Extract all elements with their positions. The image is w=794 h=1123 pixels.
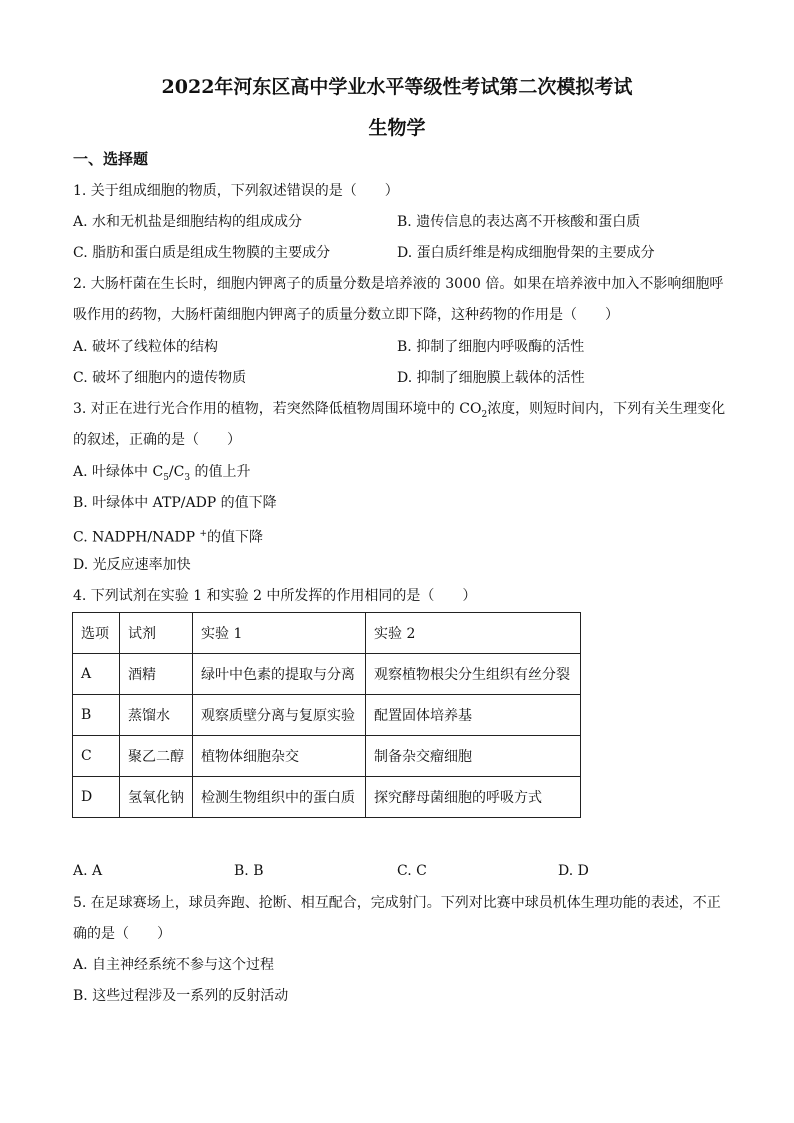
table-cell: 配置固体培养基 [366, 695, 581, 736]
table-header-cell: 实验 2 [366, 613, 581, 654]
table-cell: 植物体细胞杂交 [193, 736, 366, 777]
table-cell: 制备杂交瘤细胞 [366, 736, 581, 777]
table-cell: 观察质壁分离与复原实验 [193, 695, 366, 736]
q3-option-a: A. 叶绿体中 $C_5/C_3$ 的值上升 [73, 464, 251, 483]
q5-stem-line2: 确的是（ ） [73, 926, 171, 942]
table-row [73, 654, 581, 695]
table-cell: D [73, 777, 120, 818]
exam-title: 2022年河东区高中学业水平等级性考试第二次模拟考试 [161, 76, 633, 98]
q4-option-d: D. D [558, 863, 589, 879]
table-cell: 检测生物组织中的蛋白质 [193, 777, 366, 818]
q2-option-d: D. 抑制了细胞膜上载体的活性 [397, 370, 585, 386]
subject-title: 生物学 [368, 117, 426, 139]
q2-stem-line2: 吸作用的药物，大肠杆菌细胞内钾离子的质量分数立即下降，这种药物的作用是（ ） [73, 307, 619, 323]
table-cell: 绿叶中色素的提取与分离 [193, 654, 366, 695]
q2-option-a: A. 破坏了线粒体的结构 [73, 339, 219, 355]
table-row [73, 736, 581, 777]
q1-option-a: A. 水和无机盐是细胞结构的组成成分 [73, 214, 303, 230]
table-cell: 聚乙二醇 [120, 736, 193, 777]
section-heading: 一、选择题 [73, 150, 149, 168]
table-row [73, 777, 581, 818]
q1-option-b: B. 遗传信息的表达离不开核酸和蛋白质 [397, 214, 641, 230]
q2-option-b: B. 抑制了细胞内呼吸酶的活性 [397, 339, 585, 355]
q3-option-c: C. NADPH/NADP +的值下降 [73, 529, 264, 546]
table-cell: 酒精 [120, 654, 193, 695]
table-cell: 探究酵母菌细胞的呼吸方式 [366, 777, 581, 818]
table-header-cell: 选项 [73, 613, 120, 654]
q3-option-b: B. 叶绿体中 ATP/ADP 的值下降 [73, 495, 277, 511]
table-cell: 观察植物根尖分生组织有丝分裂 [366, 654, 581, 695]
table-cell: A [73, 654, 120, 695]
table-cell: B [73, 695, 120, 736]
q5-option-a: A. 自主神经系统不参与这个过程 [73, 957, 275, 973]
q1-option-d: D. 蛋白质纤维是构成细胞骨架的主要成分 [397, 245, 655, 261]
q3-option-d: D. 光反应速率加快 [73, 557, 191, 573]
q2-option-c: C. 破坏了细胞内的遗传物质 [73, 370, 247, 386]
q5-stem-line1: 5. 在足球赛场上，球员奔跑、抢断、相互配合，完成射门。下列对比赛中球员机体生理功能的表述，不正 [73, 895, 721, 911]
q1-stem: 1. 关于组成细胞的物质，下列叙述错误的是（ ） [73, 183, 399, 199]
table-cell: 氢氧化钠 [120, 777, 193, 818]
table-header-row [73, 613, 581, 654]
q2-stem-line1: 2. 大肠杆菌在生长时，细胞内钾离子的质量分数是培养液的 3000 倍。如果在培养液中加入不影响细胞呼 [73, 276, 724, 292]
table-cell: C [73, 736, 120, 777]
reagent-table [72, 612, 581, 818]
table-cell: 蒸馏水 [120, 695, 193, 736]
table-row [73, 695, 581, 736]
q4-option-a: A. A [73, 863, 103, 879]
table-header-cell: 实验 1 [193, 613, 366, 654]
q4-stem: 4. 下列试剂在实验 1 和实验 2 中所发挥的作用相同的是（ ） [73, 588, 477, 604]
q3-stem-line2: 的叙述，正确的是（ ） [73, 432, 241, 448]
table-header-cell: 试剂 [120, 613, 193, 654]
q3-stem-line1: 3. 对正在进行光合作用的植物，若突然降低植物周围环境中的 $CO_2$浓度，则短时间内，下列有关生理变化 [73, 401, 726, 420]
q1-option-c: C. 脂肪和蛋白质是组成生物膜的主要成分 [73, 245, 331, 261]
q4-option-b: B. B [234, 863, 264, 879]
q5-option-b: B. 这些过程涉及一系列的反射活动 [73, 988, 289, 1004]
q4-option-c: C. C [397, 863, 427, 879]
